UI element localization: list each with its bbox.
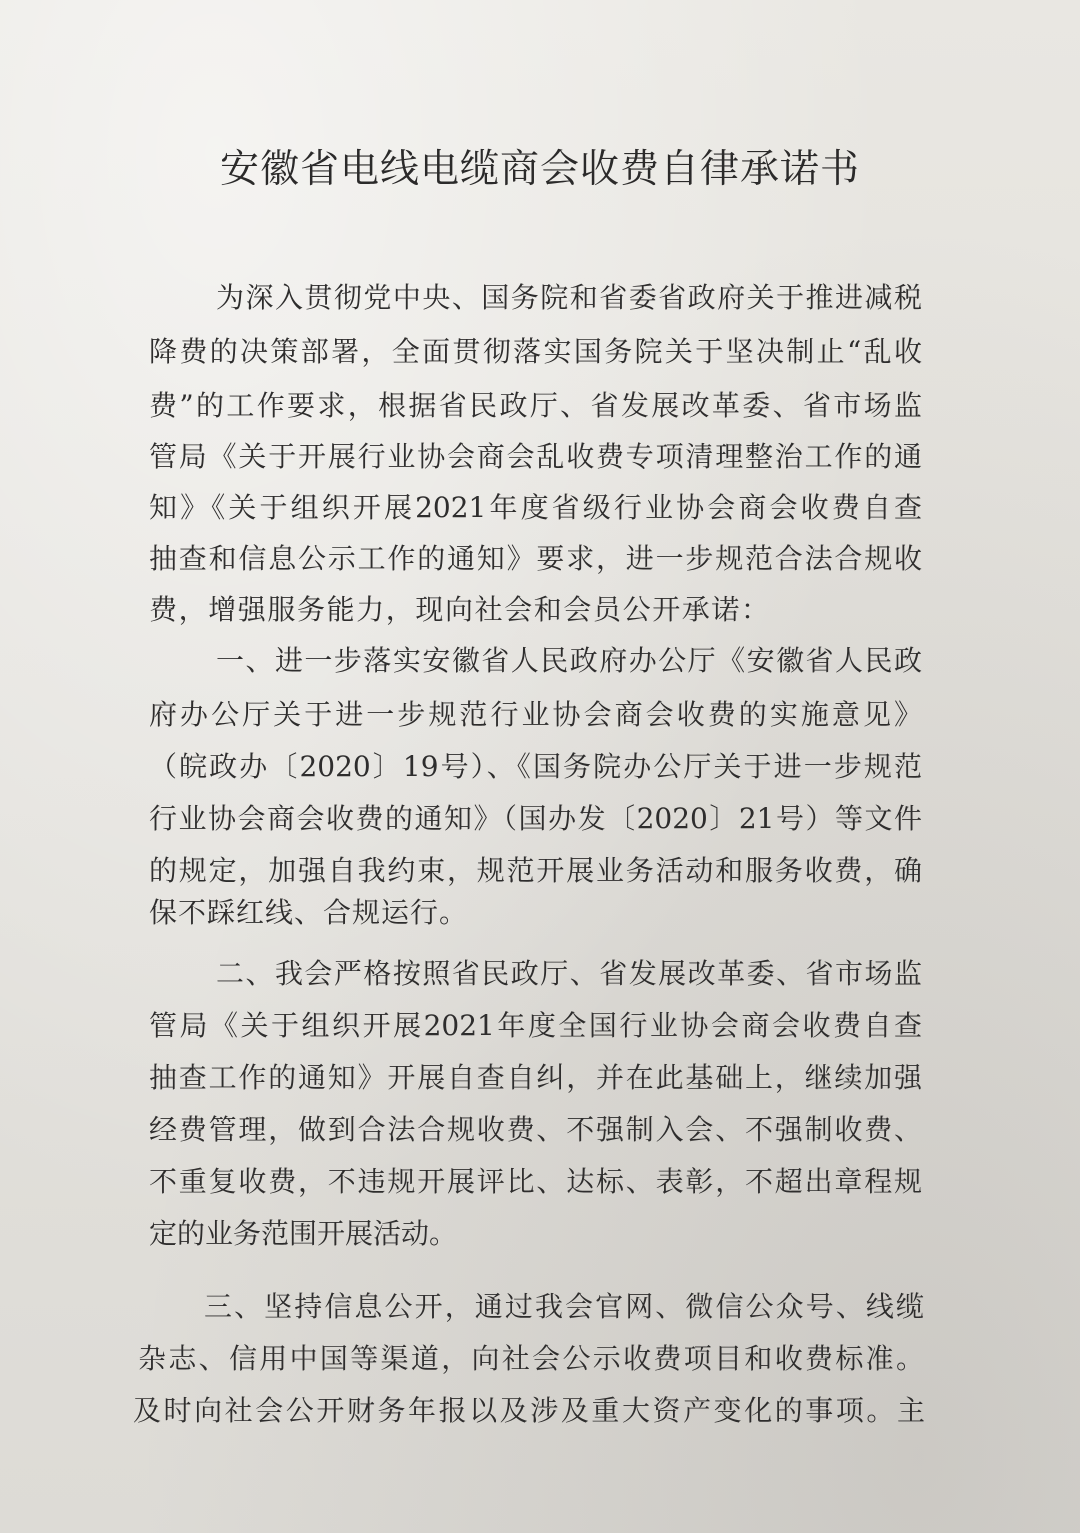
text-line: 行业协会商会收费的通知》（国办发〔2020〕21号）等文件	[149, 802, 922, 835]
text-line: 管局《关于开展行业协会商会乱收费专项清理整治工作的通	[149, 440, 922, 473]
text-line: 降费的决策部署，全面贯彻落实国务院关于坚决制止“乱收	[149, 335, 922, 368]
text-line: 二、我会严格按照省民政厅、省发展改革委、省市场监	[216, 957, 922, 990]
text-line: 一、进一步落实安徽省人民政府办公厅《安徽省人民政	[216, 644, 922, 677]
text-line: 府办公厅关于进一步规范行业协会商会收费的实施意见》	[149, 698, 922, 731]
document-title: 安徽省电线电缆商会收费自律承诺书	[219, 147, 860, 192]
text-line: 知》《关于组织开展2021年度省级行业协会商会收费自查	[149, 491, 922, 524]
paragraph-2-line-4	[0, 792, 1080, 846]
paragraph-1-line-7	[0, 583, 1080, 637]
text-line: 保不踩红线、合规运行。	[149, 896, 467, 929]
text-line: 为深入贯彻党中央、国务院和省委省政府关于推进减税	[216, 281, 922, 314]
text-line: 经费管理，做到合法合规收费、不强制入会、不强制收费、	[149, 1113, 922, 1146]
paragraph-2-line-2	[0, 688, 1080, 742]
text-line: 及时向社会公开财务年报以及涉及重大资产变化的事项。主	[133, 1394, 925, 1427]
text-line: 的规定，加强自我约束，规范开展业务活动和服务收费，确	[149, 854, 922, 887]
paragraph-3-line-1	[0, 947, 1080, 1001]
paragraph-1-line-5	[0, 481, 1080, 535]
paragraph-2-line-6	[0, 886, 1080, 940]
paragraph-3-line-3	[0, 1051, 1080, 1105]
text-line: 不重复收费，不违规开展评比、达标、表彰，不超出章程规	[149, 1165, 922, 1198]
text-line: 费”的工作要求，根据省民政厅、省发展改革委、省市场监	[149, 389, 922, 422]
paragraph-4-line-1	[0, 1280, 1080, 1334]
paragraph-2-line-3	[0, 740, 1080, 794]
text-line: 三、坚持信息公开，通过我会官网、微信公众号、线缆	[204, 1290, 924, 1323]
paragraph-1-line-2	[0, 325, 1080, 379]
paragraph-4-line-2	[0, 1332, 1080, 1386]
paragraph-1-line-4	[0, 430, 1080, 484]
paragraph-4-line-3	[0, 1384, 1080, 1438]
text-line: 杂志、信用中国等渠道，向社会公示收费项目和收费标准。	[138, 1342, 924, 1375]
paragraph-1-line-3	[0, 379, 1080, 433]
text-line: 管局《关于组织开展2021年度全国行业协会商会收费自查	[149, 1009, 922, 1042]
text-line: 抽查和信息公示工作的通知》要求，进一步规范合法合规收	[149, 542, 922, 575]
paragraph-3-line-5	[0, 1155, 1080, 1209]
text-line: 抽查工作的通知》开展自查自纠，并在此基础上，继续加强	[149, 1061, 922, 1094]
paragraph-1-line-6	[0, 532, 1080, 586]
text-line: 费，增强服务能力，现向社会和会员公开承诺：	[149, 593, 769, 626]
paragraph-3-line-2	[0, 999, 1080, 1053]
paragraph-2-line-1	[0, 634, 1080, 688]
paragraph-3-line-6	[0, 1207, 1080, 1261]
paragraph-3-line-4	[0, 1103, 1080, 1157]
text-line: （皖政办〔2020〕19号）、《国务院办公厅关于进一步规范	[149, 750, 922, 783]
paragraph-1-line-1	[0, 271, 1080, 325]
text-line: 定的业务范围开展活动。	[149, 1217, 458, 1250]
